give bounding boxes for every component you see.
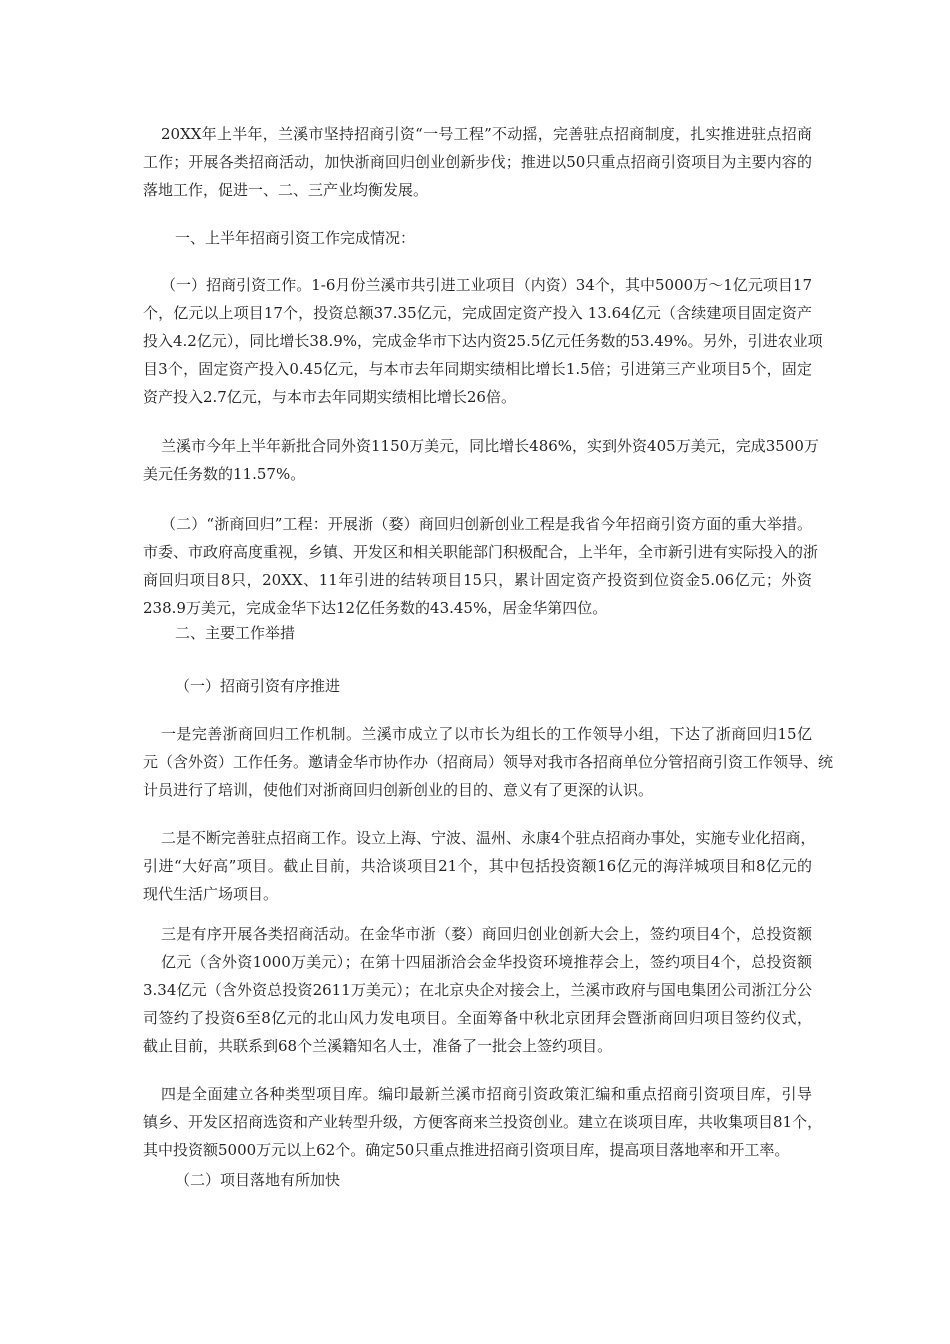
text-line: 市委、市政府高度重视，乡镇、开发区和相关职能部门积极配合，上半年，全市新引进有实际投入的浙 — [143, 543, 819, 561]
paragraph-foreign-investment — [143, 432, 819, 488]
text-line: 资产投入2.7亿元，与本市去年同期实绩相比增长26倍。 — [143, 388, 516, 406]
text-line: 截止目前，共联系到68个兰溪籍知名人士，准备了一批会上签约项目。 — [143, 1037, 613, 1055]
text-line: 工作；开展各类招商活动，加快浙商回归创业创新步伐；推进以50只重点招商引资项目为主要内容的 — [143, 153, 812, 171]
text-line: 投入4.2亿元），同比增长38.9%，完成金华市下达内资25.5亿元任务数的53.49%。另外，引进农业项 — [143, 332, 823, 350]
text-line: 现代生活广场项目。 — [143, 885, 279, 903]
paragraph-investment-work — [143, 271, 823, 411]
text-line: 3.34亿元（含外资总投资2611万美元）；在北京央企对接会上，兰溪市政府与国电集团公司浙江分公 — [143, 981, 812, 999]
heading-subsection-1: （一）招商引资有序推进 — [175, 677, 341, 695]
text-line: 238.9万美元，完成金华下达12亿任务数的43.45%，居金华第四位。 — [143, 599, 608, 617]
paragraph-station-offices — [143, 824, 816, 908]
text-line: 20XX年上半年，兰溪市坚持招商引资“一号工程”不动摇，完善驻点招商制度，扎实推进驻点招商 — [161, 125, 812, 143]
text-line: 镇乡、开发区招商选资和产业转型升级，方便客商来兰投资创业。建立在谈项目库，共收集项目81个， — [143, 1113, 823, 1131]
paragraph-intro — [143, 120, 812, 204]
text-line: 商回归项目8只，20XX、11年引进的结转项目15只，累计固定资产投资到位资金5.06亿元；外资 — [143, 571, 812, 589]
text-line: 二是不断完善驻点招商工作。设立上海、宁波、温州、永康4个驻点招商办事处，实施专业化招商， — [161, 829, 816, 847]
heading-subsection-2: （二）项目落地有所加快 — [175, 1171, 341, 1189]
text-line: 个，亿元以上项目17个，投资总额37.35亿元，完成固定资产投入 13.64亿元（含续建项目固定资产 — [143, 304, 812, 322]
text-line: 元（含外资）工作任务。邀请金华市协作办（招商局）领导对我市各招商单位分管招商引资工作领导、统 — [143, 753, 834, 771]
text-line: 其中投资额5000万元以上62个。确定50只重点推进招商引资项目库，提高项目落地率和开工率。 — [143, 1141, 790, 1159]
paragraph-project-library — [143, 1080, 823, 1164]
text-line: 亿元（含外资1000万美元）；在第十四届浙洽会金华投资环境推荐会上，签约项目4个，总投资额 — [161, 953, 812, 971]
text-line: 一是完善浙商回归工作机制。兰溪市成立了以市长为组长的工作领导小组，下达了浙商回归15亿 — [161, 725, 812, 743]
text-line: （二）“浙商回归”工程：开展浙（婺）商回归创新创业工程是我省今年招商引资方面的重大举措。 — [161, 515, 812, 533]
paragraph-activities — [143, 920, 812, 1060]
heading-section-2: 二、主要工作举措 — [175, 624, 296, 642]
text-line: 三是有序开展各类招商活动。在金华市浙（婺）商回归创业创新大会上，签约项目4个，总投资额 — [161, 925, 812, 943]
text-line: 引进“大好高”项目。截止目前，共洽谈项目21个，其中包括投资额16亿元的海洋城项目和8亿元的 — [143, 857, 812, 875]
text-line: 目3个，固定资产投入0.45亿元，与本市去年同期实绩相比增长1.5倍；引进第三产业项目5个，固定 — [143, 360, 812, 378]
text-line: 四是全面建立各种类型项目库。编印最新兰溪市招商引资政策汇编和重点招商引资项目库，引导 — [161, 1085, 812, 1103]
text-line: （一）招商引资工作。1-6月份兰溪市共引进工业项目（内资）34个，其中5000万～1亿元项目17 — [161, 276, 812, 294]
paragraph-zhejiang-return — [143, 510, 819, 622]
heading-section-1: 一、上半年招商引资工作完成情况： — [175, 229, 416, 247]
paragraph-mechanism — [143, 720, 834, 804]
text-line: 司签约了投资6至8亿元的北山风力发电项目。全面筹备中秋北京团拜会暨浙商回归项目签约仪式， — [143, 1009, 812, 1027]
text-line: 兰溪市今年上半年新批合同外资1150万美元，同比增长486%，实到外资405万美元，完成3500万 — [161, 437, 819, 455]
text-line: 落地工作，促进一、二、三产业均衡发展。 — [143, 181, 429, 199]
text-line: 计员进行了培训，使他们对浙商回归创新创业的目的、意义有了更深的认识。 — [143, 781, 654, 799]
text-line: 美元任务数的11.57%。 — [143, 465, 306, 483]
